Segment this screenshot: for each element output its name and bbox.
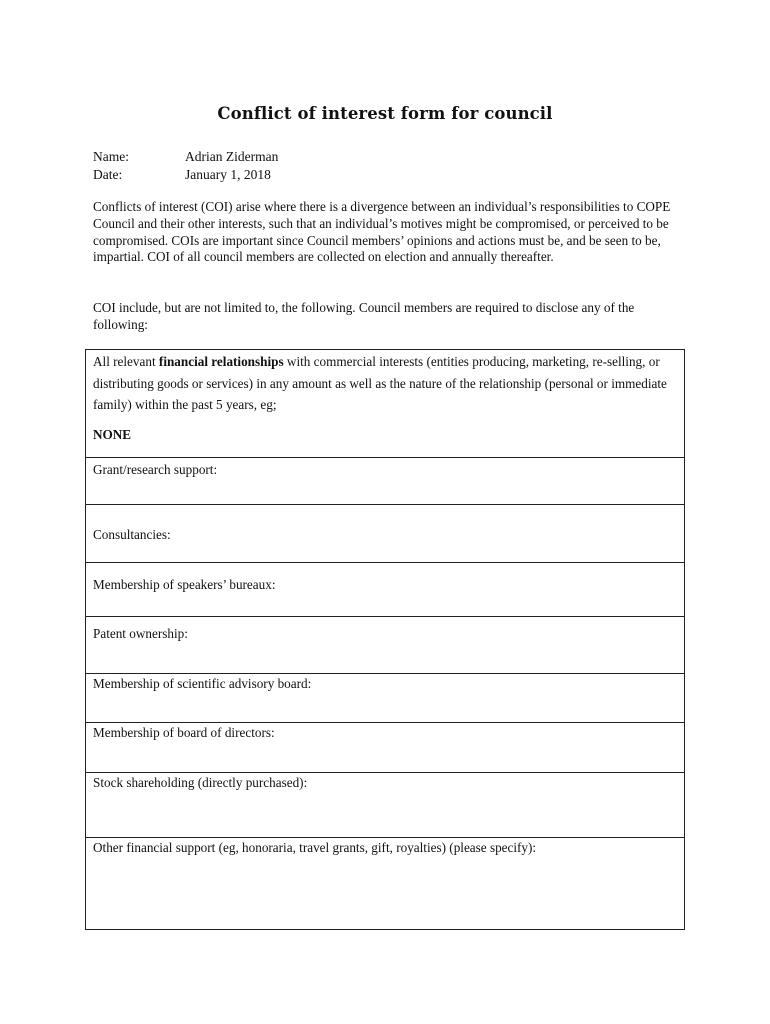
- coi-table: [85, 349, 685, 930]
- intro-paragraph: Conflicts of interest (COI) arise where there is a divergence between an individual’s responsibilities to COPE Council and their other interests, such that an individual’s motives might be compromised, or perceived to be compromised. COIs are important since Council members’ opinions and actions must be, and be seen to be, impartial. COI of all council members are collected on election and annually thereafter.: [93, 199, 671, 265]
- name-value: Adrian Ziderman: [185, 149, 279, 164]
- financial-suffix: with commercial interests (entities producing, marketing, re-selling, or distributing goods or services) in any amount as well as the nature of the relationship (personal or immediate family) within the past 5 years, eg;: [93, 354, 667, 412]
- row-label: Consultancies:: [93, 527, 171, 542]
- grant-support-cell[interactable]: [86, 458, 685, 505]
- row-label: Patent ownership:: [93, 626, 188, 641]
- consultancies-cell[interactable]: [86, 505, 685, 563]
- table-row: [86, 563, 685, 617]
- board-of-directors-cell[interactable]: [86, 723, 685, 773]
- scientific-advisory-board-cell[interactable]: [86, 674, 685, 723]
- financial-prefix: All relevant: [93, 354, 159, 369]
- patent-ownership-cell[interactable]: [86, 617, 685, 674]
- date-label: Date:: [93, 167, 123, 182]
- row-label: Membership of speakers’ bureaux:: [93, 577, 276, 592]
- table-row: [86, 617, 685, 674]
- date-value: January 1, 2018: [185, 167, 271, 182]
- financial-answer: NONE: [93, 426, 132, 442]
- table-row: [86, 723, 685, 773]
- page-title: Conflict of interest form for council: [217, 104, 553, 123]
- financial-relationships-cell: [86, 350, 685, 458]
- include-paragraph: COI include, but are not limited to, the following. Council members are required to disclose any of the following:: [93, 300, 635, 332]
- row-label: Membership of board of directors:: [93, 725, 275, 740]
- name-label: Name:: [93, 149, 129, 164]
- table-row: [86, 458, 685, 505]
- other-financial-support-cell[interactable]: [86, 838, 685, 930]
- speakers-bureaux-cell[interactable]: [86, 563, 685, 617]
- table-row: [86, 350, 685, 458]
- row-label: Stock shareholding (directly purchased):: [93, 775, 308, 790]
- table-row: [86, 505, 685, 563]
- table-row: [86, 773, 685, 838]
- date-row: [93, 166, 278, 184]
- financial-bold: financial relationships: [158, 354, 284, 369]
- row-label: Other financial support (eg, honoraria, travel grants, gift, royalties) (please specify):: [93, 840, 537, 855]
- meta-block: [93, 148, 278, 184]
- row-label: Membership of scientific advisory board:: [93, 676, 312, 691]
- stock-shareholding-cell[interactable]: [86, 773, 685, 838]
- table-row: [86, 838, 685, 930]
- name-row: [93, 148, 278, 166]
- row-label: Grant/research support:: [93, 462, 218, 477]
- table-row: [86, 674, 685, 723]
